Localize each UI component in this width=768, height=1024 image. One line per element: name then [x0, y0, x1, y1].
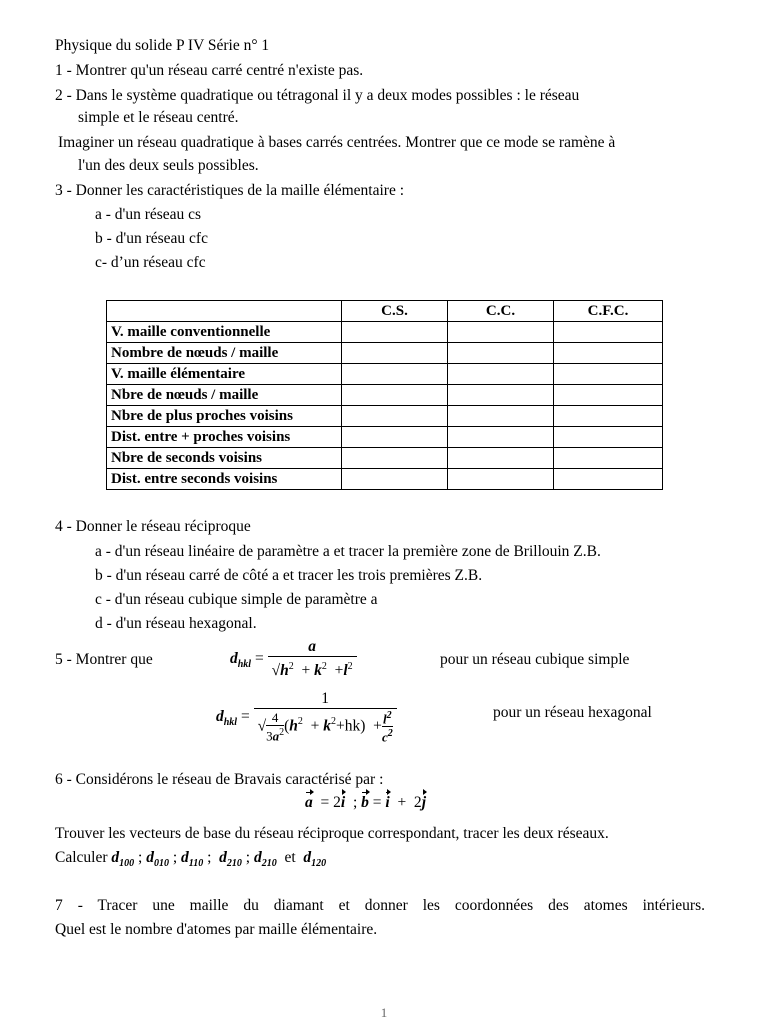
row-label: V. maille conventionnelle	[107, 322, 342, 343]
table-row	[107, 406, 663, 427]
question-6-line-1: 6 - Considérons le réseau de Bravais caractérisé par :	[55, 771, 384, 788]
row-label: Nbre de seconds voisins	[107, 448, 342, 469]
table-cell	[342, 364, 448, 385]
question-2-line-2: simple et le réseau centré.	[78, 109, 239, 126]
table-row	[107, 364, 663, 385]
formula-cubic-caption: pour un réseau cubique simple	[440, 651, 630, 668]
table-cell	[448, 427, 554, 448]
question-3-item-c: c- d’un réseau cfc	[95, 254, 206, 271]
table-header-cs: C.S.	[342, 301, 448, 322]
bravais-vectors: a = 2i ; b = i + 2j	[305, 794, 426, 811]
table-cell	[448, 385, 554, 406]
row-label: Dist. entre + proches voisins	[107, 427, 342, 448]
question-4: 4 - Donner le réseau réciproque	[55, 518, 251, 535]
table-cell	[554, 427, 663, 448]
question-3: 3 - Donner les caractéristiques de la maille élémentaire :	[55, 182, 405, 199]
question-2-line-1: 2 - Dans le système quadratique ou tétragonal il y a deux modes possibles : le réseau	[55, 87, 580, 104]
question-4-item-c: c - d'un réseau cubique simple de paramètre a	[95, 591, 378, 608]
table-cell	[342, 448, 448, 469]
question-2-line-4: l'un des deux seuls possibles.	[78, 157, 259, 174]
calculer-label: Calculer	[55, 849, 108, 866]
table-cell	[554, 364, 663, 385]
table-cell	[554, 385, 663, 406]
question-1: 1 - Montrer qu'un réseau carré centré n'existe pas.	[55, 62, 364, 79]
table-row	[107, 469, 663, 490]
question-7-line-2: Quel est le nombre d'atomes par maille élémentaire.	[55, 921, 378, 938]
question-2-line-3: Imaginer un réseau quadratique à bases carrés centrées. Montrer que ce mode se ramène à	[58, 134, 616, 151]
table-row	[107, 343, 663, 364]
table-header-row	[107, 301, 663, 322]
table-cell	[342, 406, 448, 427]
row-label: Nombre de nœuds / maille	[107, 343, 342, 364]
formula-cubic: $d_{hkl}$ = $\frac{a}{√h^2 + k^2 +l^2}$	[230, 638, 357, 681]
table-header-cfc: C.F.C.	[554, 301, 663, 322]
table-cell	[342, 343, 448, 364]
table-cell	[448, 343, 554, 364]
table-header-cc: C.C.	[448, 301, 554, 322]
document-title: Physique du solide P IV Série n° 1	[55, 37, 270, 54]
table-cell	[342, 427, 448, 448]
table-header-empty	[107, 301, 342, 322]
formula-hexagonal-fraction: 1 √ $\frac{4}{3a^2}$ $(h^2 + k^2+hk)$ + $\frac{l^2}{c^2}$	[254, 690, 397, 745]
question-5: 5 - Montrer que	[55, 651, 153, 668]
table-cell	[554, 322, 663, 343]
formula-hexagonal: $d_{hkl}$ = 1 √ $\frac{4}{3a^2}$ $(h^2 + k^2+hk)$ + $\frac{l^2}{c^2}$	[216, 690, 397, 745]
row-label: V. maille élémentaire	[107, 364, 342, 385]
table-cell	[448, 448, 554, 469]
table-cell	[554, 343, 663, 364]
row-label: Nbre de plus proches voisins	[107, 406, 342, 427]
formula-hexagonal-caption: pour un réseau hexagonal	[493, 704, 652, 721]
question-3-item-a: a - d'un réseau cs	[95, 206, 202, 223]
question-6-line-3: Calculer $d_{100}$ ; $d_{010}$ ; $d_{110}$ ; $d_{210}$ ; $d_{210}$ et $d_{120}$	[55, 849, 327, 870]
table-cell	[342, 322, 448, 343]
and-word: et	[284, 849, 296, 866]
table-cell	[554, 406, 663, 427]
table-cell	[448, 469, 554, 490]
page-number: 1	[380, 1005, 388, 1020]
table-cell	[448, 364, 554, 385]
characteristics-table	[106, 300, 663, 490]
table-cell	[448, 406, 554, 427]
table-cell	[554, 448, 663, 469]
table-row	[107, 385, 663, 406]
question-4-item-a: a - d'un réseau linéaire de paramètre a et tracer la première zone de Brillouin Z.B.	[95, 543, 601, 560]
table-cell	[554, 469, 663, 490]
table-row	[107, 427, 663, 448]
table-cell	[342, 469, 448, 490]
row-label: Dist. entre seconds voisins	[107, 469, 342, 490]
row-label: Nbre de nœuds / maille	[107, 385, 342, 406]
question-6-line-2: Trouver les vecteurs de base du réseau réciproque correspondant, tracer les deux réseaux.	[55, 825, 609, 842]
table-cell	[342, 385, 448, 406]
question-7-line-1: 7 - Tracer une maille du diamant et donner les coordonnées des atomes intérieurs.	[55, 897, 705, 914]
question-4-item-d: d - d'un réseau hexagonal.	[95, 615, 257, 632]
table-row	[107, 322, 663, 343]
table-row	[107, 448, 663, 469]
question-4-item-b: b - d'un réseau carré de côté a et tracer les trois premières Z.B.	[95, 567, 483, 584]
table-cell	[448, 322, 554, 343]
question-3-item-b: b - d'un réseau cfc	[95, 230, 208, 247]
formula-cubic-fraction: $\frac{a}{√h^2 + k^2 +l^2}$	[268, 638, 357, 681]
